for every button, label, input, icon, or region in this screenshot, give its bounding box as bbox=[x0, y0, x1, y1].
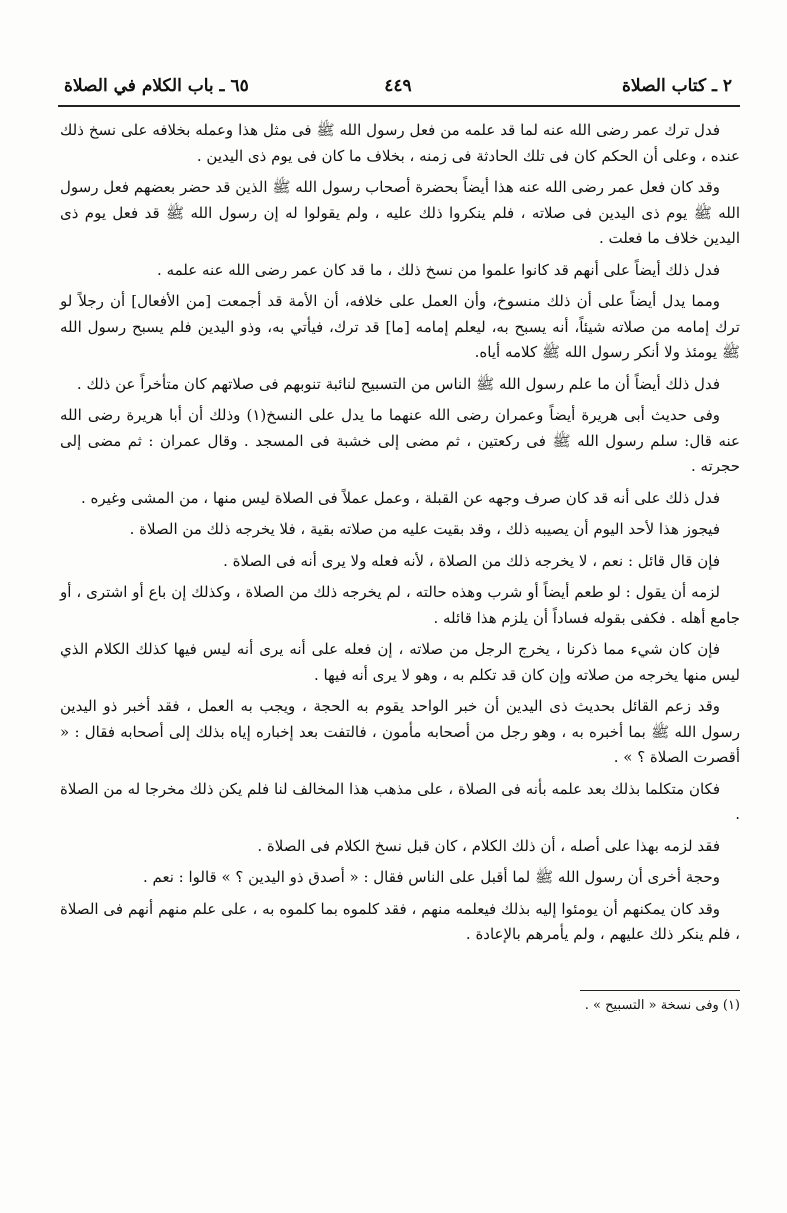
paragraph: فإن قال قائل : نعم ، لا يخرجه ذلك من الصلاة ، لأنه فعله ولا يرى أنه فى الصلاة . bbox=[223, 551, 720, 570]
paragraph: فإن كان شيء مما ذكرنا ، يخرج الرجل من صلاته ، إن فعله على أنه يرى أنه ليس فيها كذلك الكلام الذي ليس منها يخرجه من صلاته وإن كان قد تكلم به ، وهو لا يرى أنه فيها . bbox=[60, 640, 740, 684]
chapter-title: ٦٥ ـ باب الكلام في الصلاة bbox=[64, 76, 249, 96]
paragraph: ومما يدل أيضاً على أن ذلك منسوخ، وأن العمل على خلافه، أن الأمة قد أجمعت [من الأفعال] أن رجلاً لو ترك إمامه من صلاته شيئاً، أنه يسبح به، ليعلم إمامه [ما] قد ترك، فيأتي به، وذو اليدين فلم يسبح رسول الله ﷺ يومئذ ولا أنكر رسول الله ﷺ كلامه أياه. bbox=[60, 292, 740, 361]
paragraph: لزمه أن يقول : لو طعم أيضاً أو شرب وهذه حالته ، لم يخرجه ذلك من الصلاة ، وكذلك إن باع أو اشترى ، أو جامع أهله . فكفى بقوله فساداً أن يلزم هذا قائله . bbox=[60, 583, 740, 627]
paragraph: وحجة أخرى أن رسول الله ﷺ لما أقبل على الناس فقال : « أصدق ذو اليدين ؟ » قالوا : نعم . bbox=[142, 868, 720, 886]
page-header bbox=[58, 74, 738, 100]
paragraph: وفى حديث أبى هريرة أيضاً وعمران رضى الله عنهما ما يدل على النسخ(١) وذلك أن أبا هريرة رضى الله عنه قال: سلم رسول الله ﷺ فى ركعتين ، ثم مضى إلى خشبة فى المسجد . وقال عمران : ثم مضى إلى حجرته . bbox=[60, 406, 740, 475]
paragraph: فيجوز هذا لأحد اليوم أن يصيبه ذلك ، وقد بقيت عليه من صلاته بقية ، فلا يخرجه ذلك من الصلاة . bbox=[129, 520, 720, 538]
paragraph: وقد زعم القائل بحديث ذى اليدين أن خبر الواحد يقوم به الحجة ، ويجب به العمل ، فقد أخبر ذو اليدين رسول الله ﷺ بما أخبره به ، وهو رجل من أصحابه مأمون ، فالتفت بعد إخباره إياه بذلك إلى أصحابه فقال : « أقصرت الصلاة ؟ » . bbox=[60, 697, 740, 766]
paragraph: فدل ذلك أيضاً أن ما علم رسول الله ﷺ الناس من التسبيح لنائبة تنوبهم فى صلاتهم كان متأخراً عن ذلك . bbox=[76, 374, 720, 393]
footnote: (١) وفى نسخة « التسبيح » . bbox=[584, 998, 740, 1013]
paragraph: فدل ذلك أيضاً على أنهم قد كانوا علموا من نسخ ذلك ، ما قد كان عمر رضى الله عنه علمه . bbox=[157, 260, 720, 279]
book-title: ٢ ـ كتاب الصلاة bbox=[622, 76, 732, 96]
paragraph: فقد لزمه بهذا على أصله ، أن ذلك الكلام ، كان قبل نسخ الكلام فى الصلاة . bbox=[257, 836, 720, 855]
paragraph: وقد كان يمكنهم أن يومئوا إليه بذلك فيعلمه منهم ، فقد كلموه بما كلموه به ، على علم منهم أنهم فى الصلاة ، فلم ينكر ذلك عليهم ، ولم يأمرهم بالإعادة . bbox=[60, 899, 740, 943]
page-number: ٤٤٩ bbox=[384, 76, 412, 96]
header-rule bbox=[58, 105, 740, 107]
footnote-rule bbox=[580, 990, 740, 991]
paragraph: فدل ذلك على أنه قد كان صرف وجهه عن القبلة ، وعمل عملاً فى الصلاة ليس منها ، من المشى وغيره . bbox=[80, 488, 720, 507]
paragraph: وقد كان فعل عمر رضى الله عنه هذا أيضاً بحضرة أصحاب رسول الله ﷺ الذين قد حضر بعضهم فعل رسول الله ﷺ يوم ذى اليدين فى صلاته ، فلم ينكروا ذلك عليه ، ولم يقولوا له إن رسول الله ﷺ قد فعل يوم ذى اليدين خلاف ما فعلت . bbox=[60, 178, 740, 247]
page-body bbox=[60, 118, 740, 954]
paragraph: فدل ترك عمر رضى الله عنه لما قد علمه من فعل رسول الله ﷺ فى مثل هذا وعمله بخلافه على نسخ ذلك عنده ، وعلى أن الحكم كان فى تلك الحادثة فى زمنه ، بخلاف ما كان فى يوم ذى اليدين . bbox=[60, 121, 740, 165]
paragraph: فكان متكلما بذلك بعد علمه بأنه فى الصلاة ، على مذهب هذا المخالف لنا فلم يكن ذلك مخرجا له من الصلاة . bbox=[60, 779, 740, 823]
